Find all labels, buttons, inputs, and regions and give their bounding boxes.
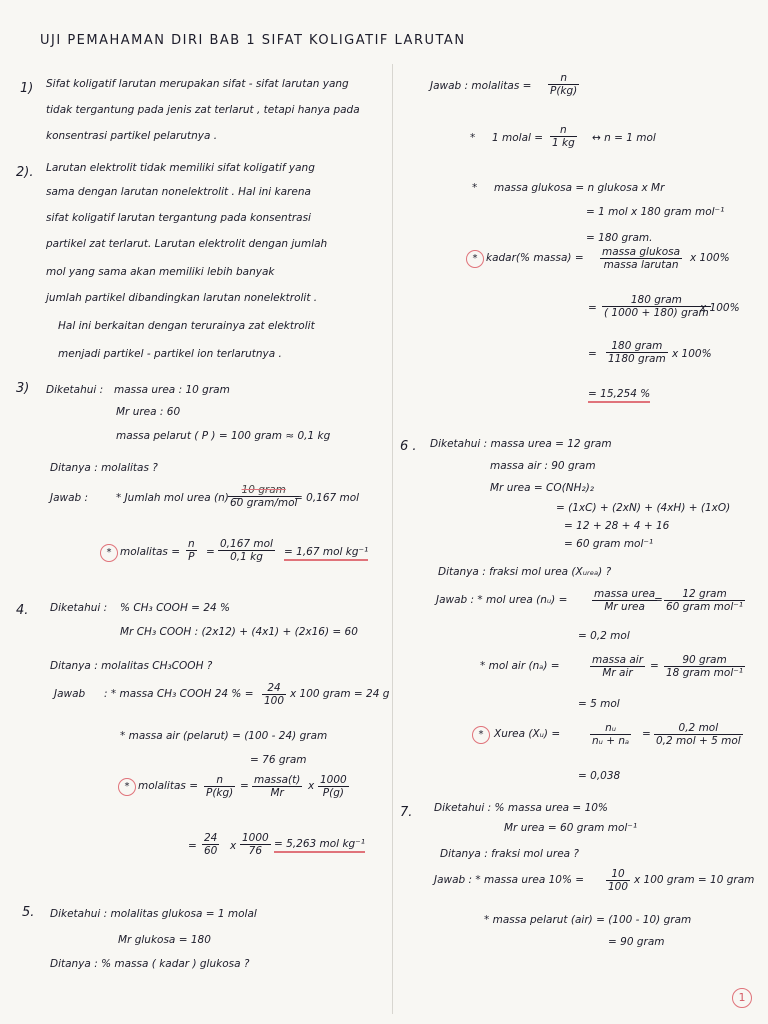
- q4-frac-den: 76: [248, 845, 263, 858]
- q3-fraction: [218, 538, 275, 563]
- q4-frac-num: massa(t): [254, 774, 301, 786]
- q6-frac-num: massa urea: [594, 588, 656, 600]
- q2-line: menjadi partikel - partikel ion terlarutnya .: [58, 348, 282, 360]
- q6-known: = 60 gram mol⁻¹: [564, 538, 654, 550]
- asterisk-circle-icon: *: [118, 778, 136, 796]
- q5-frac-den: 1 kg: [552, 137, 575, 150]
- q3-ditanya: Ditanya : molalitas ?: [50, 462, 158, 474]
- q3-known: Mr urea : 60: [116, 406, 181, 418]
- q1-line: Sifat koligatif larutan merupakan sifat - sifat larutan yang: [46, 78, 349, 90]
- q3-frac-den: P: [188, 551, 195, 564]
- q4-fraction: [252, 774, 302, 799]
- q7-frac-den: 100: [608, 881, 629, 894]
- q6-fraction: [664, 654, 745, 679]
- q7-massa-pelarut: * massa pelarut (air) = (100 - 10) gram: [484, 914, 692, 926]
- q3-fraction: [186, 538, 197, 563]
- q5-frac-num: 180 gram: [602, 294, 711, 307]
- q3-result: = 0,167 mol: [294, 492, 360, 504]
- q5-final-result: = 15,254 %: [588, 388, 650, 403]
- q3-jawab-label: Jawab :: [50, 492, 89, 504]
- q6-jawab-mol-urea: Jawab : * mol urea (nᵤ) =: [436, 594, 568, 606]
- q6-ditanya: Ditanya : fraksi mol urea (Xᵤᵣₑₐ) ?: [438, 566, 612, 578]
- q7-fraction: [606, 868, 630, 893]
- q2-line: jumlah partikel dibandingkan larutan nonelektrolit .: [46, 292, 318, 304]
- q6-fraction: [664, 588, 745, 613]
- q3-final-result: = 1,67 mol kg⁻¹: [284, 546, 368, 561]
- q6-frac-den: Mr urea: [604, 601, 645, 614]
- q5-frac-den: 1180 gram: [608, 353, 666, 366]
- q7-frac-num: 10: [606, 868, 630, 881]
- q2-line: partikel zat terlarut. Larutan elektrolit dengan jumlah: [46, 238, 328, 250]
- q4-known: % CH₃ COOH = 24 %: [120, 602, 230, 614]
- q3-equals: =: [206, 546, 215, 558]
- q6-jawab-mol-air: * mol air (nₐ) =: [480, 660, 560, 672]
- q4-fraction: [202, 832, 219, 857]
- q4-frac-den: P(kg): [206, 787, 234, 800]
- q6-diketahui: Diketahui : massa urea = 12 gram: [430, 438, 612, 450]
- q7-jawab-label: Jawab : * massa urea 10% =: [434, 874, 585, 886]
- q5-frac-num: 180 gram: [606, 340, 668, 353]
- q4-known: Mr CH₃ COOH : (2x12) + (4x1) + (2x16) = 60: [120, 626, 358, 638]
- q4-times: x: [230, 840, 237, 852]
- q4-diketahui-label: Diketahui :: [50, 602, 108, 614]
- q7-number: 7.: [400, 805, 413, 820]
- q1-line: konsentrasi partikel pelarutnya .: [46, 130, 218, 142]
- q5-fraction: [600, 246, 682, 271]
- q3-molalitas-label: molalitas =: [120, 546, 180, 558]
- q5-times: x 100%: [700, 302, 740, 314]
- q2-line: Hal ini berkaitan dengan terurainya zat elektrolit: [58, 320, 315, 332]
- q5-jawab-label: Jawab : molalitas =: [430, 80, 532, 92]
- q6-frac-num: massa air: [592, 654, 644, 666]
- q6-frac-den: 0,2 mol + 5 mol: [656, 735, 741, 748]
- q6-known: = 12 + 28 + 4 + 16: [564, 520, 670, 532]
- page-title: UJI PEMAHAMAN DIRI BAB 1 SIFAT KOLIGATIF LARUTAN: [40, 33, 466, 48]
- q3-known: massa pelarut ( P ) = 100 gram ≈ 0,1 kg: [116, 430, 331, 442]
- q3-frac-den: 60 gram/mol: [230, 497, 298, 510]
- q5-diketahui: Diketahui : molalitas glukosa = 1 molal: [50, 908, 257, 920]
- q3-diketahui-label: Diketahui :: [46, 384, 104, 396]
- q4-ditanya: Ditanya : molalitas CH₃COOH ?: [50, 660, 213, 672]
- asterisk-circle-icon: *: [100, 544, 118, 562]
- q6-final-result: = 0,038: [578, 770, 621, 782]
- q6-fraction: [654, 722, 743, 747]
- asterisk-circle-icon: *: [472, 726, 490, 744]
- q6-fraction: [590, 654, 645, 679]
- q6-x-label: Xurea (Xᵤ) =: [494, 728, 561, 740]
- q6-frac-num: nᵤ: [590, 722, 631, 735]
- q5-fraction: [602, 294, 711, 319]
- q5-frac-den: ( 1000 + 180) gram: [604, 307, 709, 320]
- q4-number: 4.: [16, 603, 29, 618]
- q2-line: Larutan elektrolit tidak memiliki sifat koligatif yang: [46, 162, 315, 174]
- asterisk-circle-icon: *: [466, 250, 484, 268]
- q4-massa-air: * massa air (pelarut) = (100 - 24) gram: [120, 730, 328, 742]
- q1-number: 1): [20, 81, 34, 96]
- q2-line: sama dengan larutan nonelektrolit . Hal ini karena: [46, 186, 311, 198]
- q4-frac-den: Mr: [270, 787, 284, 800]
- q5-step1-left: 1 molal =: [492, 132, 544, 144]
- q6-result: = 5 mol: [578, 698, 620, 710]
- q3-frac-num: 0,167 mol: [220, 538, 273, 550]
- q4-jawab-label: Jawab: [54, 688, 86, 700]
- q5-fraction: [550, 124, 577, 149]
- q5-massa-glukosa: massa glukosa = n glukosa x Mr: [494, 182, 665, 194]
- q4-jawab-result: x 100 gram = 24 g: [290, 688, 390, 700]
- q5-times: x 100%: [672, 348, 712, 360]
- q4-frac-num: 24: [262, 682, 286, 695]
- q7-massa-pelarut-result: = 90 gram: [608, 936, 665, 948]
- q6-number: 6 .: [400, 439, 417, 454]
- q6-frac-den: Mr air: [602, 667, 633, 680]
- q7-known: Mr urea = 60 gram mol⁻¹: [504, 822, 638, 834]
- q5-frac-num: n: [548, 72, 579, 85]
- q5-kadar-times: x 100%: [690, 252, 730, 264]
- q5-frac-den: massa larutan: [603, 259, 679, 272]
- q3-frac-den: 0,1 kg: [230, 551, 263, 564]
- q3-number: 3): [16, 381, 30, 396]
- column-divider: [392, 64, 393, 1014]
- q4-frac-num: 1000: [242, 832, 269, 844]
- q3-known: massa urea : 10 gram: [114, 384, 230, 396]
- q5-frac-num: massa glukosa: [602, 246, 681, 258]
- q6-frac-den: 18 gram mol⁻¹: [666, 667, 744, 680]
- q5-fraction: [606, 340, 668, 365]
- q4-jawab-text: : * massa CH₃ COOH 24 % =: [104, 688, 254, 700]
- q3-jawab-text: * Jumlah mol urea (n) =: [116, 492, 242, 504]
- q4-fraction: [318, 774, 349, 799]
- page-number: 1: [732, 988, 752, 1008]
- q4-fraction: [240, 832, 271, 857]
- q2-number: 2).: [16, 165, 34, 180]
- q5-step1-right: ↔ n = 1 mol: [592, 132, 656, 144]
- q4-frac-den: 60: [204, 845, 218, 858]
- q2-line: sifat koligatif larutan tergantung pada konsentrasi: [46, 212, 311, 224]
- q5-number: 5.: [22, 905, 35, 920]
- q4-frac-den: P(g): [322, 787, 344, 800]
- q6-known: massa air : 90 gram: [490, 460, 596, 472]
- q4-fraction: [204, 774, 235, 799]
- q6-equals: =: [642, 728, 651, 740]
- q6-equals: =: [650, 660, 659, 672]
- q5-kadar-label: kadar(% massa) =: [486, 252, 584, 264]
- q6-frac-num: 90 gram: [664, 654, 745, 667]
- q3-frac-num: n: [188, 538, 195, 550]
- q6-result: = 0,2 mol: [578, 630, 630, 642]
- q4-times: x: [308, 780, 315, 792]
- q5-massa-glukosa-step: = 180 gram.: [586, 232, 653, 244]
- q5-frac-num: n: [550, 124, 577, 137]
- asterisk-icon: *: [470, 132, 476, 144]
- q7-diketahui: Diketahui : % massa urea = 10%: [434, 802, 608, 814]
- q7-jawab-result: x 100 gram = 10 gram: [634, 874, 755, 886]
- q6-frac-den: 60 gram mol⁻¹: [666, 601, 744, 614]
- q4-frac-num: 1000: [320, 774, 347, 786]
- q3-fraction: [228, 484, 299, 509]
- q4-frac-num: n: [204, 774, 235, 787]
- q5-massa-glukosa-step: = 1 mol x 180 gram mol⁻¹: [586, 206, 725, 218]
- q4-equals: =: [188, 840, 197, 852]
- q4-molalitas-label: molalitas =: [138, 780, 198, 792]
- q6-known: Mr urea = CO(NH₂)₂: [490, 482, 595, 494]
- q4-fraction: [262, 682, 286, 707]
- q6-equals: =: [654, 594, 663, 606]
- q4-frac-den: 100: [264, 695, 285, 708]
- q6-frac-num: 12 gram: [664, 588, 745, 601]
- q4-equals: =: [240, 780, 249, 792]
- q6-known: = (1xC) + (2xN) + (4xH) + (1xO): [556, 502, 731, 514]
- q5-equals: =: [588, 348, 597, 360]
- q4-massa-air-result: = 76 gram: [250, 754, 307, 766]
- q6-frac-num: 0,2 mol: [654, 722, 743, 735]
- q5-frac-den: P(kg): [550, 85, 578, 98]
- q1-line: tidak tergantung pada jenis zat terlarut , tetapi hanya pada: [46, 104, 360, 116]
- q7-ditanya: Ditanya : fraksi mol urea ?: [440, 848, 580, 860]
- asterisk-icon: *: [472, 182, 478, 194]
- q6-fraction: [590, 722, 631, 747]
- q6-frac-den: nᵤ + nₐ: [592, 735, 630, 748]
- q4-final-result: = 5,263 mol kg⁻¹: [274, 838, 365, 853]
- q5-known: Mr glukosa = 180: [118, 934, 211, 946]
- q2-line: mol yang sama akan memiliki lebih banyak: [46, 266, 275, 278]
- q3-frac-num: 10 gram: [228, 484, 299, 497]
- q5-ditanya: Ditanya : % massa ( kadar ) glukosa ?: [50, 958, 250, 970]
- q6-fraction: [592, 588, 657, 613]
- q5-equals: =: [588, 302, 597, 314]
- q5-fraction: [548, 72, 579, 97]
- q4-frac-num: 24: [204, 832, 218, 844]
